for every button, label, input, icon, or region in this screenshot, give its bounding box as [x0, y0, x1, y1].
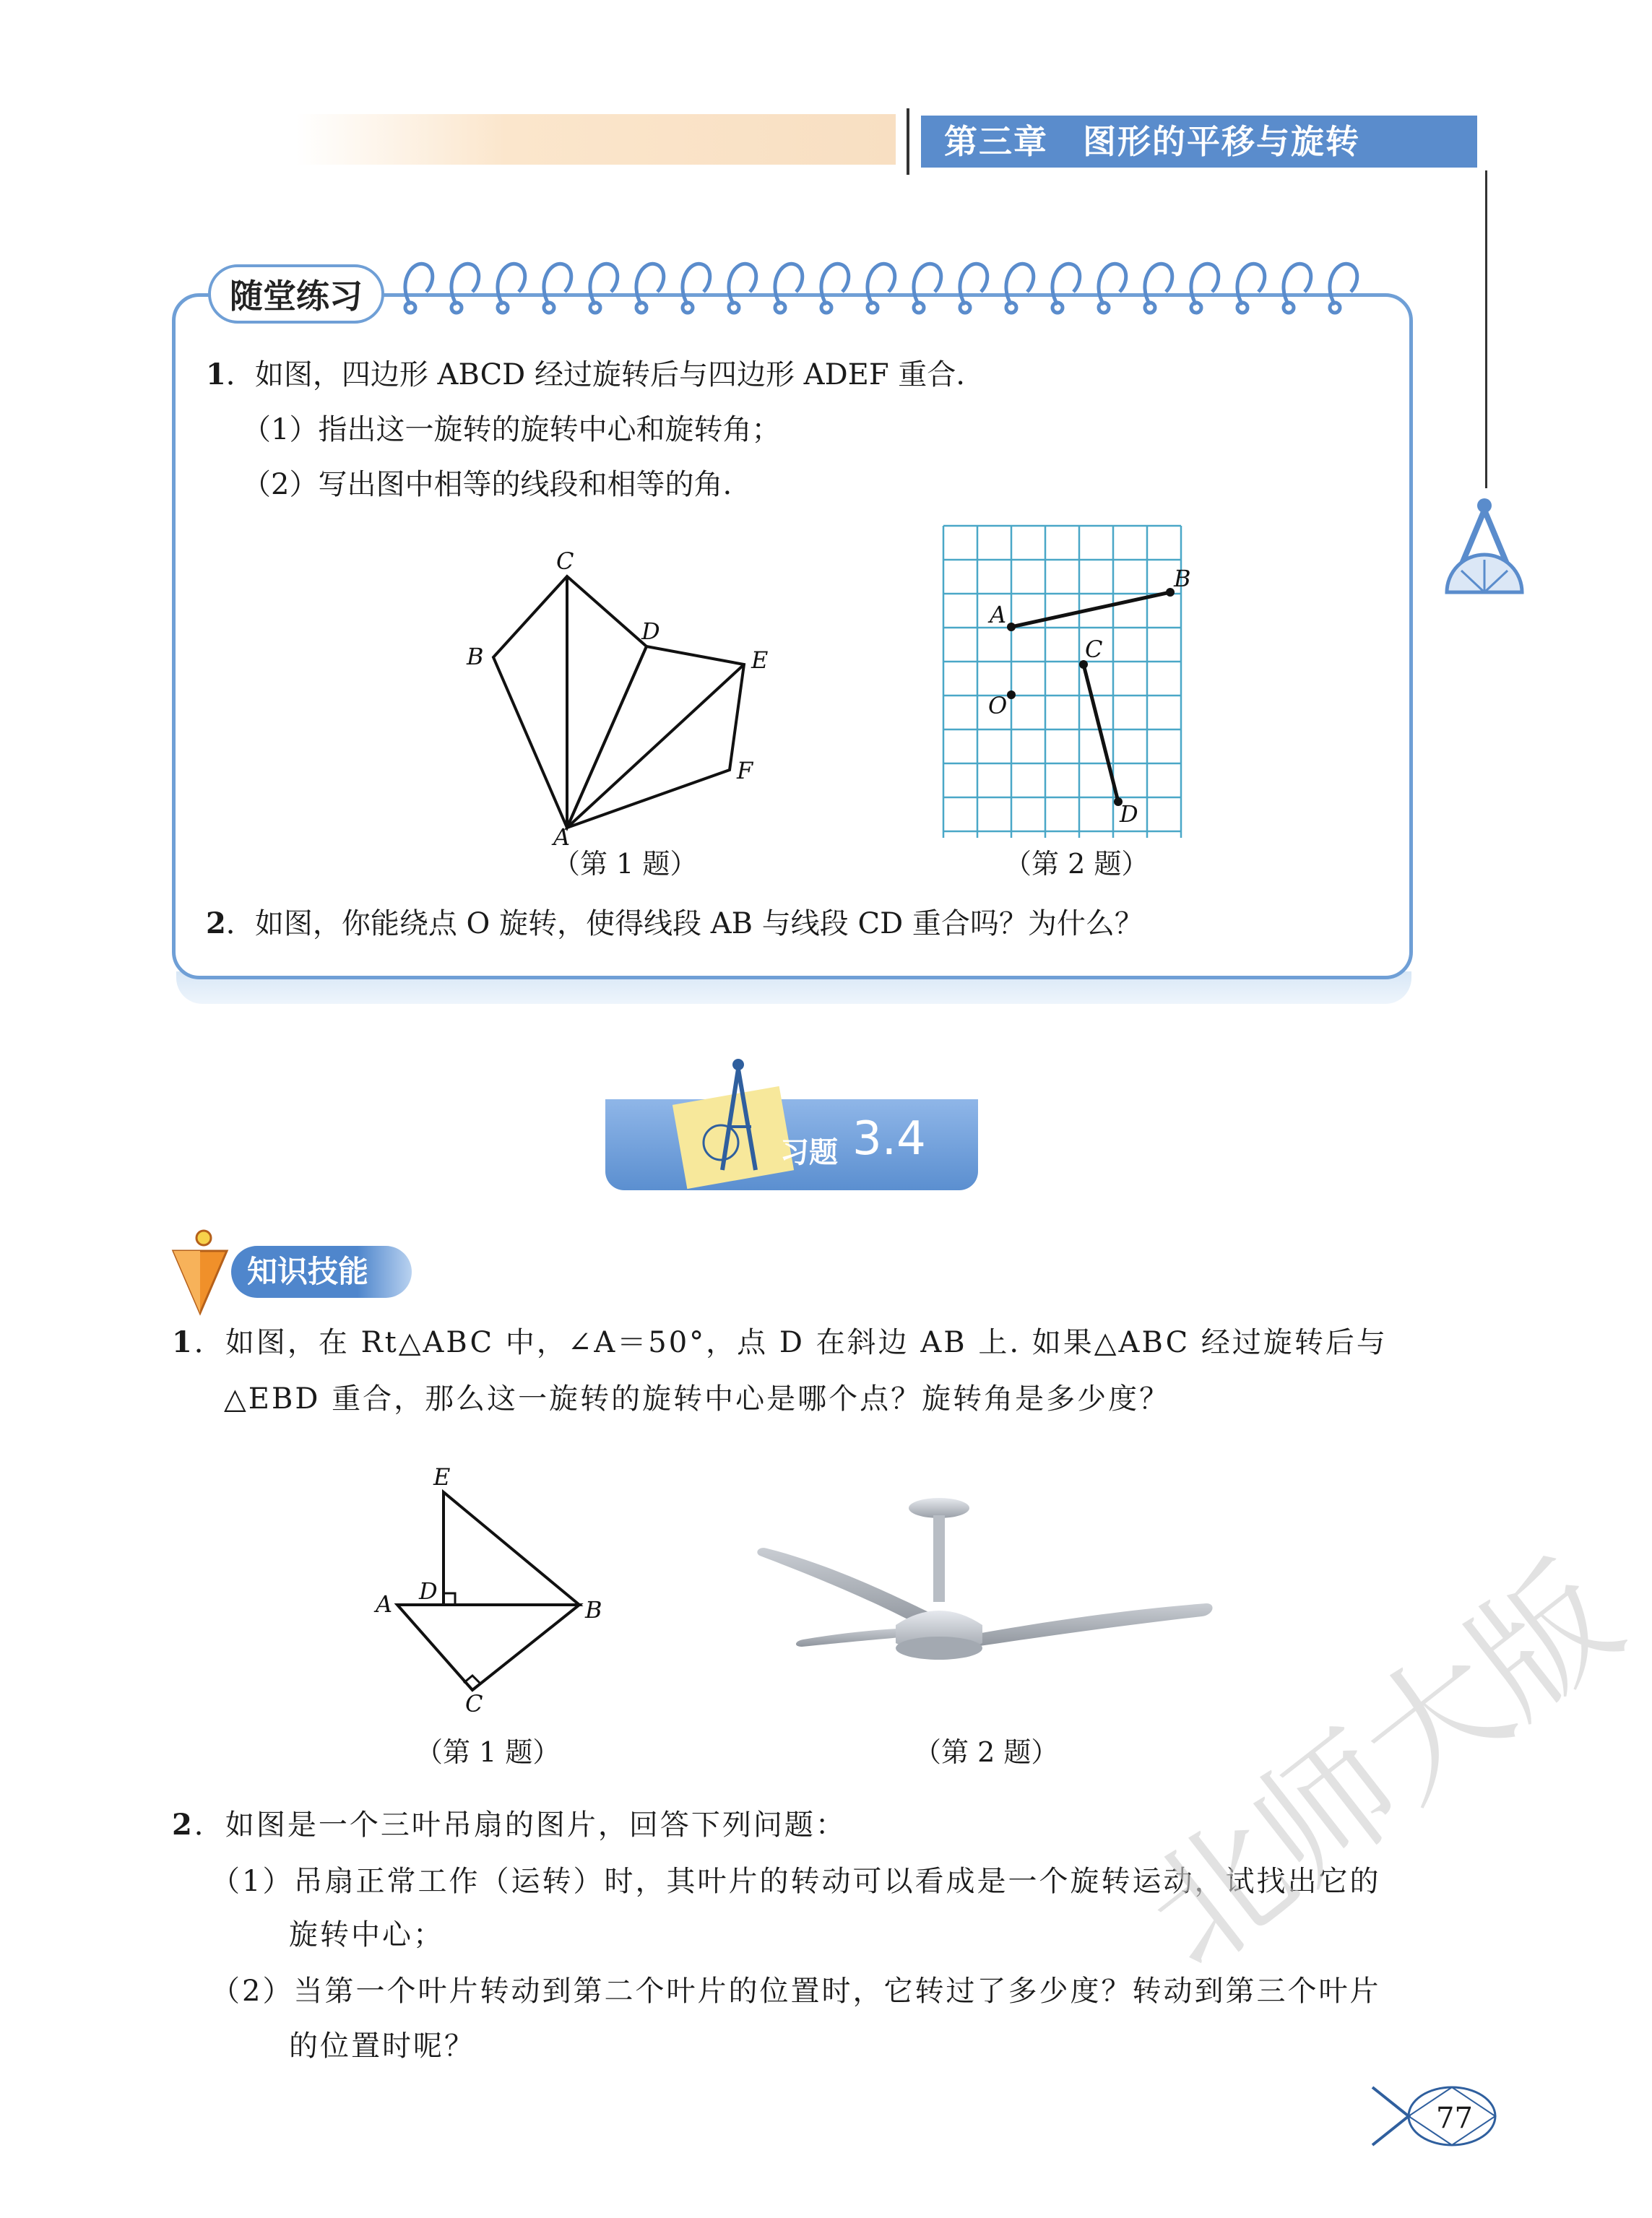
spiral-hole	[498, 303, 508, 313]
spiral-ring	[1052, 264, 1080, 305]
q-number: 1	[172, 1325, 194, 1359]
question-text: 如图，你能绕点 O 旋转，使得线段 AB 与线段 CD 重合吗？为什么？	[254, 907, 1143, 940]
question-text: 如图，四边形 ABCD 经过旋转后与四边形 ADEF 重合.	[254, 358, 966, 391]
spiral-ring	[451, 264, 479, 305]
spiral-ring	[590, 264, 618, 305]
figure-quadrilaterals	[455, 542, 795, 851]
spiral-binding-icon	[390, 254, 1401, 326]
q-number: 2	[172, 1808, 194, 1842]
publisher-watermark: 北师大版	[1116, 1535, 1648, 1999]
label-A: A	[990, 601, 1007, 628]
exercise-q2-sub2-line1: （2）当第一个叶片转动到第二个叶片的位置时，它转过了多少度？转动到第三个叶片	[211, 1975, 1381, 2008]
label-D: D	[419, 1577, 438, 1605]
label-B: B	[467, 643, 484, 670]
header-decoration	[296, 114, 896, 165]
q-number: 1	[206, 358, 226, 391]
exercise-q1-line1: 1．如图，在 Rt△ABC 中，∠A＝50°，点 D 在斜边 AB 上. 如果△ABC 经过旋转后与	[172, 1325, 1388, 1359]
label-O: O	[988, 692, 1008, 719]
spiral-hole	[868, 303, 878, 313]
spiral-ring	[1191, 264, 1219, 305]
spiral-ring	[1006, 264, 1034, 305]
spiral-hole	[729, 303, 739, 313]
exercise-q2: 2．如图是一个三叶吊扇的图片，回答下列问题：	[172, 1808, 847, 1842]
spiral-ring	[683, 264, 710, 305]
margin-rule	[1485, 170, 1487, 488]
page-number-ornament-icon	[1365, 2066, 1502, 2167]
spiral-hole	[1052, 303, 1063, 313]
chapter-header	[921, 116, 1477, 168]
spiral-hole	[1330, 303, 1340, 313]
question-text: 如图，在 Rt△ABC 中，∠A＝50°，点 D 在斜边 AB 上. 如果△ABC 经过旋转后与	[225, 1326, 1388, 1359]
spiral-hole	[1099, 303, 1109, 313]
spiral-hole	[775, 303, 785, 313]
exercise-q1-line2: △EBD 重合，那么这一旋转的旋转中心是哪个点？旋转角是多少度？	[224, 1382, 1171, 1416]
fig2-caption: （第 2 题）	[1004, 848, 1149, 880]
spiral-ring	[729, 264, 756, 305]
section-knowledge-skills: 知识技能	[231, 1246, 412, 1298]
spiral-ring	[868, 264, 895, 305]
spiral-hole	[544, 303, 554, 313]
exercise-title-number: 3.4	[852, 1112, 926, 1166]
label-D: D	[1120, 800, 1138, 828]
page-number: 77	[1436, 2102, 1473, 2135]
figure-triangles	[361, 1452, 621, 1717]
compass-protractor-icon	[1434, 491, 1535, 607]
spiral-hole	[636, 303, 646, 313]
spiral-ring	[1099, 264, 1126, 305]
practice-q1: 1．如图，四边形 ABCD 经过旋转后与四边形 ADEF 重合.	[206, 358, 966, 391]
header-divider	[907, 108, 909, 175]
spiral-ring	[498, 264, 525, 305]
label-C: C	[556, 547, 574, 575]
chapter-title: 图形的平移与旋转	[1083, 122, 1360, 161]
spiral-hole	[405, 303, 415, 313]
fig1-caption: （第 1 题）	[553, 848, 698, 880]
spiral-ring	[405, 264, 433, 305]
spiral-hole	[1006, 303, 1016, 313]
q-number: 2	[206, 906, 226, 940]
spiral-ring	[960, 264, 987, 305]
ex-fig1-caption: （第 1 题）	[415, 1736, 561, 1768]
question-text: 如图是一个三叶吊扇的图片，回答下列问题：	[225, 1808, 847, 1842]
pencil-cone-icon	[168, 1228, 233, 1314]
spiral-ring	[1330, 264, 1357, 305]
spiral-hole	[914, 303, 924, 313]
chapter-number: 第三章	[944, 122, 1048, 161]
spiral-ring	[1145, 264, 1172, 305]
spiral-ring	[775, 264, 803, 305]
label-E: E	[433, 1463, 451, 1491]
ceiling-fan-image	[751, 1495, 1214, 1683]
label-C: C	[1085, 636, 1103, 663]
practice-q2: 2．如图，你能绕点 O 旋转，使得线段 AB 与线段 CD 重合吗？为什么？	[206, 906, 1143, 940]
spiral-hole	[1191, 303, 1201, 313]
ex-fig2-caption: （第 2 题）	[914, 1736, 1059, 1768]
exercise-title-label: 习题	[780, 1136, 838, 1169]
practice-q1-sub1: （1）指出这一旋转的旋转中心和旋转角；	[242, 413, 781, 446]
label-A: A	[376, 1590, 393, 1618]
spiral-hole	[451, 303, 462, 313]
practice-q1-sub2: （2）写出图中相等的线段和相等的角.	[242, 468, 732, 501]
spiral-hole	[1145, 303, 1155, 313]
spiral-hole	[821, 303, 831, 313]
spiral-ring	[914, 264, 941, 305]
label-F: F	[737, 757, 753, 784]
spiral-hole	[1284, 303, 1294, 313]
spiral-hole	[1237, 303, 1247, 313]
label-E: E	[751, 646, 769, 674]
spiral-hole	[960, 303, 970, 313]
practice-tag: 随堂练习	[208, 264, 384, 324]
exercise-q2-sub1-line1: （1）吊扇正常工作（运转）时，其叶片的转动可以看成是一个旋转运动，试找出它的	[211, 1865, 1381, 1898]
label-B: B	[585, 1596, 602, 1624]
spiral-ring	[1237, 264, 1265, 305]
spiral-ring	[544, 264, 571, 305]
exercise-q2-sub1-line2: 旋转中心；	[289, 1918, 444, 1951]
spiral-ring	[1284, 264, 1311, 305]
spiral-hole	[683, 303, 693, 313]
spiral-ring	[636, 264, 664, 305]
label-C: C	[465, 1690, 483, 1717]
label-A: A	[553, 823, 571, 851]
spiral-ring	[821, 264, 849, 305]
spiral-hole	[590, 303, 600, 313]
compass-icon	[693, 1054, 780, 1184]
figure-grid	[939, 520, 1206, 845]
label-B: B	[1174, 565, 1191, 592]
exercise-q2-sub2-line2: 的位置时呢？	[289, 2029, 475, 2063]
label-D: D	[641, 618, 660, 645]
